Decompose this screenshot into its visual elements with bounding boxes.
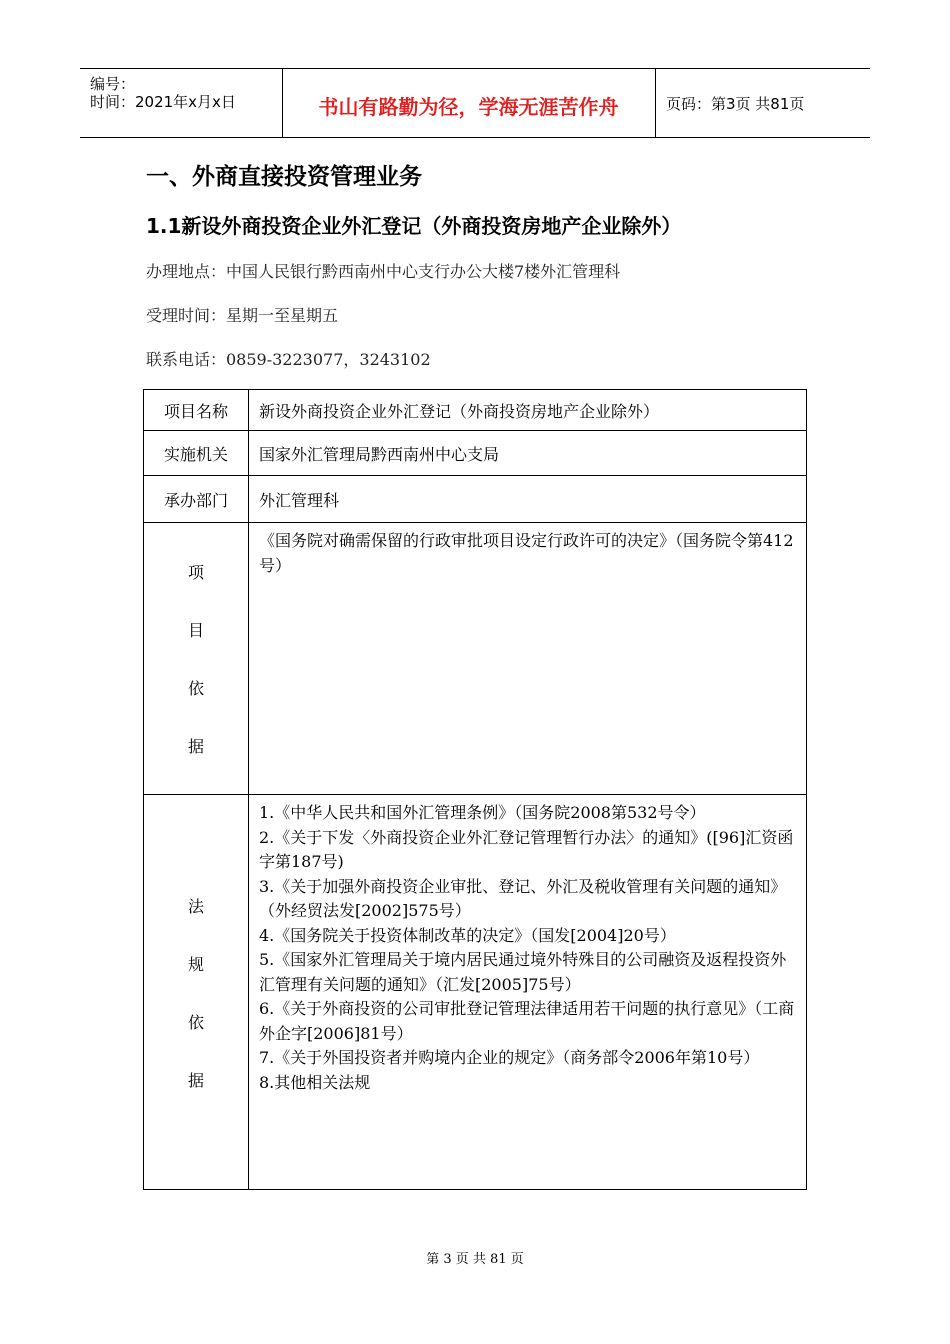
header-motto-cell bbox=[282, 69, 656, 137]
basis-label-char: 目 bbox=[187, 621, 204, 640]
page-header bbox=[80, 68, 870, 138]
hours-line: 受理时间：星期一至星期五 bbox=[146, 306, 339, 325]
law-label-cell bbox=[144, 795, 249, 1190]
basis-label-char: 据 bbox=[187, 737, 204, 756]
phone-line: 联系电话：0859-3223077，3243102 bbox=[146, 350, 431, 369]
location-line: 办理地点：中国人民银行黔西南州中心支行办公大楼7楼外汇管理科 bbox=[146, 262, 621, 281]
header-meta-cell bbox=[80, 69, 283, 137]
header-page-number: 页码：第3页 共81页 bbox=[666, 95, 805, 113]
table-row bbox=[144, 795, 807, 1190]
row-label: 项目名称 bbox=[144, 390, 249, 431]
law-label-char: 规 bbox=[187, 954, 204, 974]
law-item: 5.《国家外汇管理局关于境内居民通过境外特殊目的公司融资及返程投资外汇管理有关问题的通知》（汇发[2005]75号） bbox=[259, 950, 787, 994]
basis-label-cell bbox=[144, 523, 249, 795]
law-label-char: 据 bbox=[187, 1070, 204, 1090]
table-row bbox=[144, 523, 807, 795]
row-value: 新设外商投资企业外汇登记（外商投资房地产企业除外） bbox=[249, 390, 807, 431]
row-label: 承办部门 bbox=[144, 476, 249, 523]
law-item: 3.《关于加强外商投资企业审批、登记、外汇及税收管理有关问题的通知》（外经贸法发[2002]575号） bbox=[259, 876, 787, 920]
law-item: 6.《关于外商投资的公司审批登记管理法律适用若干问题的执行意见》（工商外企字[2006]81号） bbox=[259, 999, 795, 1043]
law-list bbox=[249, 795, 807, 1190]
law-item: 4.《国务院关于投资体制改革的决定》（国发[2004]20号） bbox=[259, 925, 676, 945]
header-motto: 书山有路勤为径，学海无涯苦作舟 bbox=[318, 95, 619, 119]
table-row bbox=[144, 431, 807, 476]
header-page-cell bbox=[656, 69, 870, 137]
row-value: 外汇管理科 bbox=[249, 476, 807, 523]
document-time-label: 时间：2021年x月x日 bbox=[90, 93, 236, 111]
law-item: 7.《关于外国投资者并购境内企业的规定》（商务部令2006年第10号） bbox=[259, 1048, 760, 1067]
law-item: 1.《中华人民共和国外汇管理条例》（国务院2008第532号令） bbox=[259, 803, 706, 822]
law-label-char: 法 bbox=[187, 896, 204, 916]
basis-label-char: 依 bbox=[187, 679, 204, 698]
basis-text: 《国务院对确需保留的行政审批项目设定行政许可的决定》（国务院令第412号） bbox=[249, 523, 807, 795]
info-table bbox=[143, 389, 807, 1190]
row-value: 国家外汇管理局黔西南州中心支局 bbox=[249, 431, 807, 476]
page-footer: 第 3 页 共 81 页 bbox=[426, 1252, 524, 1267]
subsection-title: 1.1新设外商投资企业外汇登记（外商投资房地产企业除外） bbox=[146, 214, 682, 238]
law-label-char: 依 bbox=[187, 1012, 204, 1032]
law-item: 8.其他相关法规 bbox=[259, 1072, 371, 1092]
table-row bbox=[144, 476, 807, 523]
basis-label-char: 项 bbox=[187, 563, 204, 582]
law-item: 2.《关于下发〈外商投资企业外汇登记管理暂行办法〉的通知》([96]汇资函字第187号) bbox=[259, 827, 794, 871]
section-title: 一、外商直接投资管理业务 bbox=[146, 164, 422, 190]
document-number-label: 编号： bbox=[90, 75, 136, 93]
row-label: 实施机关 bbox=[144, 431, 249, 476]
table-row bbox=[144, 390, 807, 431]
